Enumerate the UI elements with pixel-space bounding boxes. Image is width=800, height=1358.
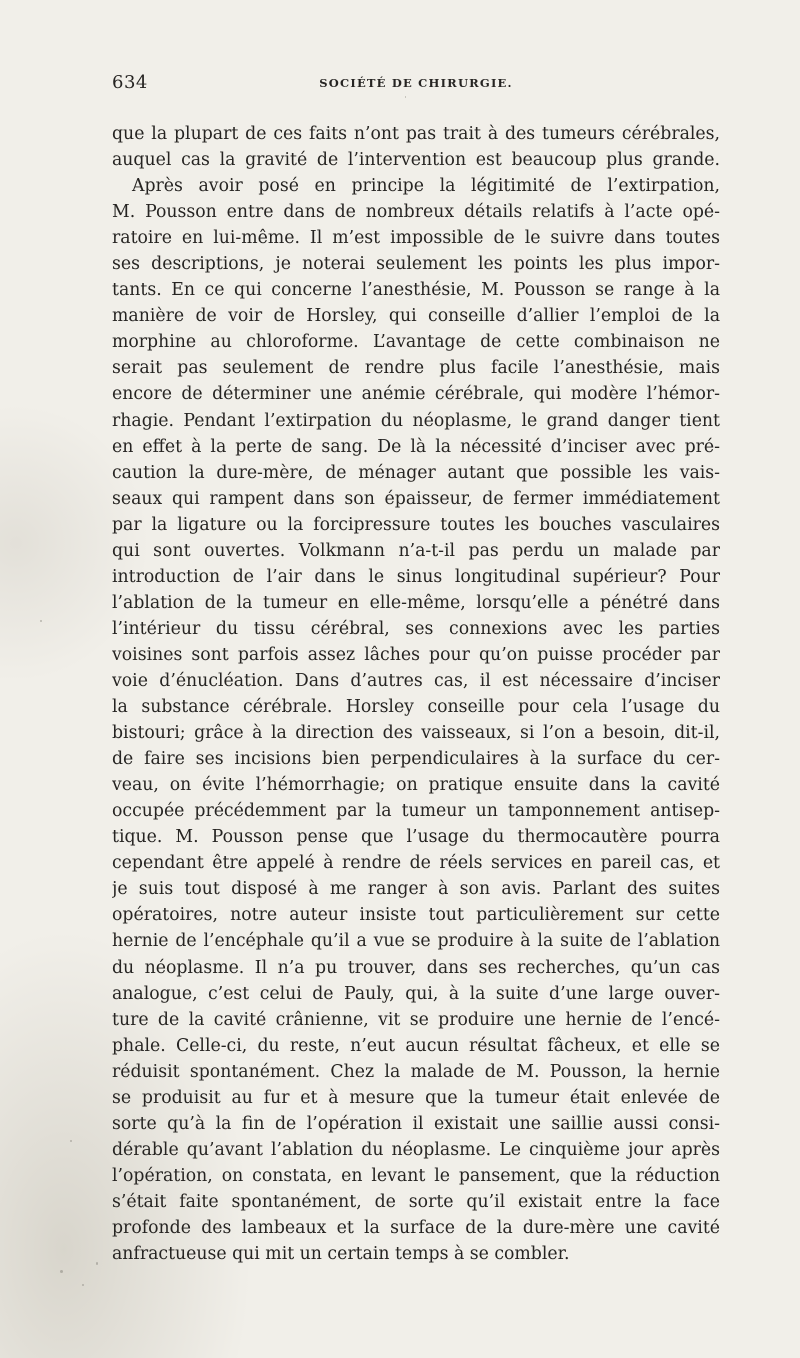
paper-speck [40, 620, 42, 622]
text-line: rhagie. Pendant l’extirpation du néoplasme, le grand danger tient [112, 410, 720, 431]
text-line: l’ablation de la tumeur en elle-même, lorsqu’elle a pénétré dans [112, 592, 720, 613]
text-line: qui sont ouvertes. Volkmann n’a-t-il pas perdu un malade par [112, 540, 720, 561]
text-line: opératoires, notre auteur insiste tout particulièrement sur cette [112, 905, 720, 926]
text-line: réduisit spontanément. Chez la malade de M. Pousson, la hernie [112, 1061, 720, 1082]
page-header [112, 72, 720, 98]
text-line: par la ligature ou la forcipressure toutes les bouches vasculaires [112, 514, 720, 535]
paper-speck [405, 96, 406, 98]
text-line: s’était faite spontanément, de sorte qu’il existait entre la face [112, 1191, 720, 1212]
text-line: profonde des lambeaux et la surface de la dure-mère une cavité [112, 1217, 720, 1238]
text-line: voisines sont parfois assez lâches pour qu’on puisse procéder par [112, 644, 720, 665]
paper-speck [60, 1270, 63, 1273]
text-line: tique. M. Pousson pense que l’usage du thermocautère pourra [112, 827, 720, 848]
page-number: 634 [112, 72, 148, 93]
text-line: caution la dure-mère, de ménager autant que possible les vais- [112, 462, 720, 483]
text-line: que la plupart de ces faits n’ont pas trait à des tumeurs cérébrales, [112, 124, 720, 144]
running-title: SOCIÉTÉ DE CHIRURGIE. [319, 76, 513, 90]
text-line: dérable qu’avant l’ablation du néoplasme. Le cinquième jour après [112, 1139, 720, 1160]
text-line: sorte qu’à la fin de l’opération il existait une saillie aussi consi- [112, 1113, 720, 1134]
text-line: ratoire en lui-même. Il m’est impossible de le suivre dans toutes [112, 228, 720, 249]
text-line: M. Pousson entre dans de nombreux détails relatifs à l’acte opé- [112, 202, 720, 223]
body-text [112, 121, 720, 1267]
paper-speck [70, 1140, 72, 1142]
text-line: encore de déterminer une anémie cérébrale, qui modère l’hémor- [112, 384, 720, 405]
text-line: hernie de l’encéphale qu’il a vue se produire à la suite de l’ablation [112, 931, 720, 952]
text-line: veau, on évite l’hémorrhagie; on pratique ensuite dans la cavité [112, 775, 720, 796]
text-line: de faire ses incisions bien perpendiculaires à la surface du cer- [112, 749, 720, 770]
text-line: introduction de l’air dans le sinus longitudinal supérieur? Pour [112, 566, 720, 587]
text-line: anfractueuse qui mit un certain temps à se combler. [112, 1244, 570, 1265]
paper-speck [82, 1284, 84, 1286]
text-line: occupée précédemment par la tumeur un tamponnement antisep- [112, 801, 720, 822]
text-line: auquel cas la gravité de l’intervention est beaucoup plus grande. [112, 150, 720, 171]
text-line: la substance cérébrale. Horsley conseille pour cela l’usage du [112, 697, 720, 718]
text-line: l’intérieur du tissu cérébral, ses connexions avec les parties [112, 618, 720, 639]
text-line: je suis tout disposé à me ranger à son avis. Parlant des suites [112, 879, 720, 900]
text-line: bistouri; grâce à la direction des vaisseaux, si l’on a besoin, dit-il, [112, 723, 720, 744]
text-line: en effet à la perte de sang. De là la nécessité d’inciser avec pré- [112, 436, 720, 457]
text-line: l’opération, on constata, en levant le pansement, que la réduction [112, 1165, 720, 1186]
text-line: se produisit au fur et à mesure que la tumeur était enlevée de [112, 1087, 720, 1108]
text-line: tants. En ce qui concerne l’anesthésie, M. Pousson se range à la [112, 280, 720, 301]
paper-speck [96, 1262, 98, 1265]
text-line: phale. Celle-ci, du reste, n’eut aucun résultat fâcheux, et elle se [112, 1035, 720, 1056]
text-line: cependant être appelé à rendre de réels services en pareil cas, et [112, 853, 720, 874]
text-line: seaux qui rampent dans son épaisseur, de fermer immédiatement [112, 488, 720, 509]
text-line: voie d’énucléation. Dans d’autres cas, il est nécessaire d’inciser [112, 670, 720, 691]
text-line: du néoplasme. Il n’a pu trouver, dans ses recherches, qu’un cas [112, 957, 720, 978]
text-line: serait pas seulement de rendre plus facile l’anesthésie, mais [112, 358, 720, 379]
text-line: analogue, c’est celui de Pauly, qui, à la suite d’une large ouver- [112, 983, 720, 1004]
text-line: ses descriptions, je noterai seulement les points les plus impor- [112, 254, 720, 275]
text-line: Après avoir posé en principe la légitimité de l’extirpation, [132, 176, 720, 197]
text-line: ture de la cavité crânienne, vit se produire une hernie de l’encé- [112, 1009, 720, 1030]
text-line: manière de voir de Horsley, qui conseille d’allier l’emploi de la [112, 306, 720, 327]
text-line: morphine au chloroforme. L’avantage de cette combinaison ne [112, 332, 720, 353]
